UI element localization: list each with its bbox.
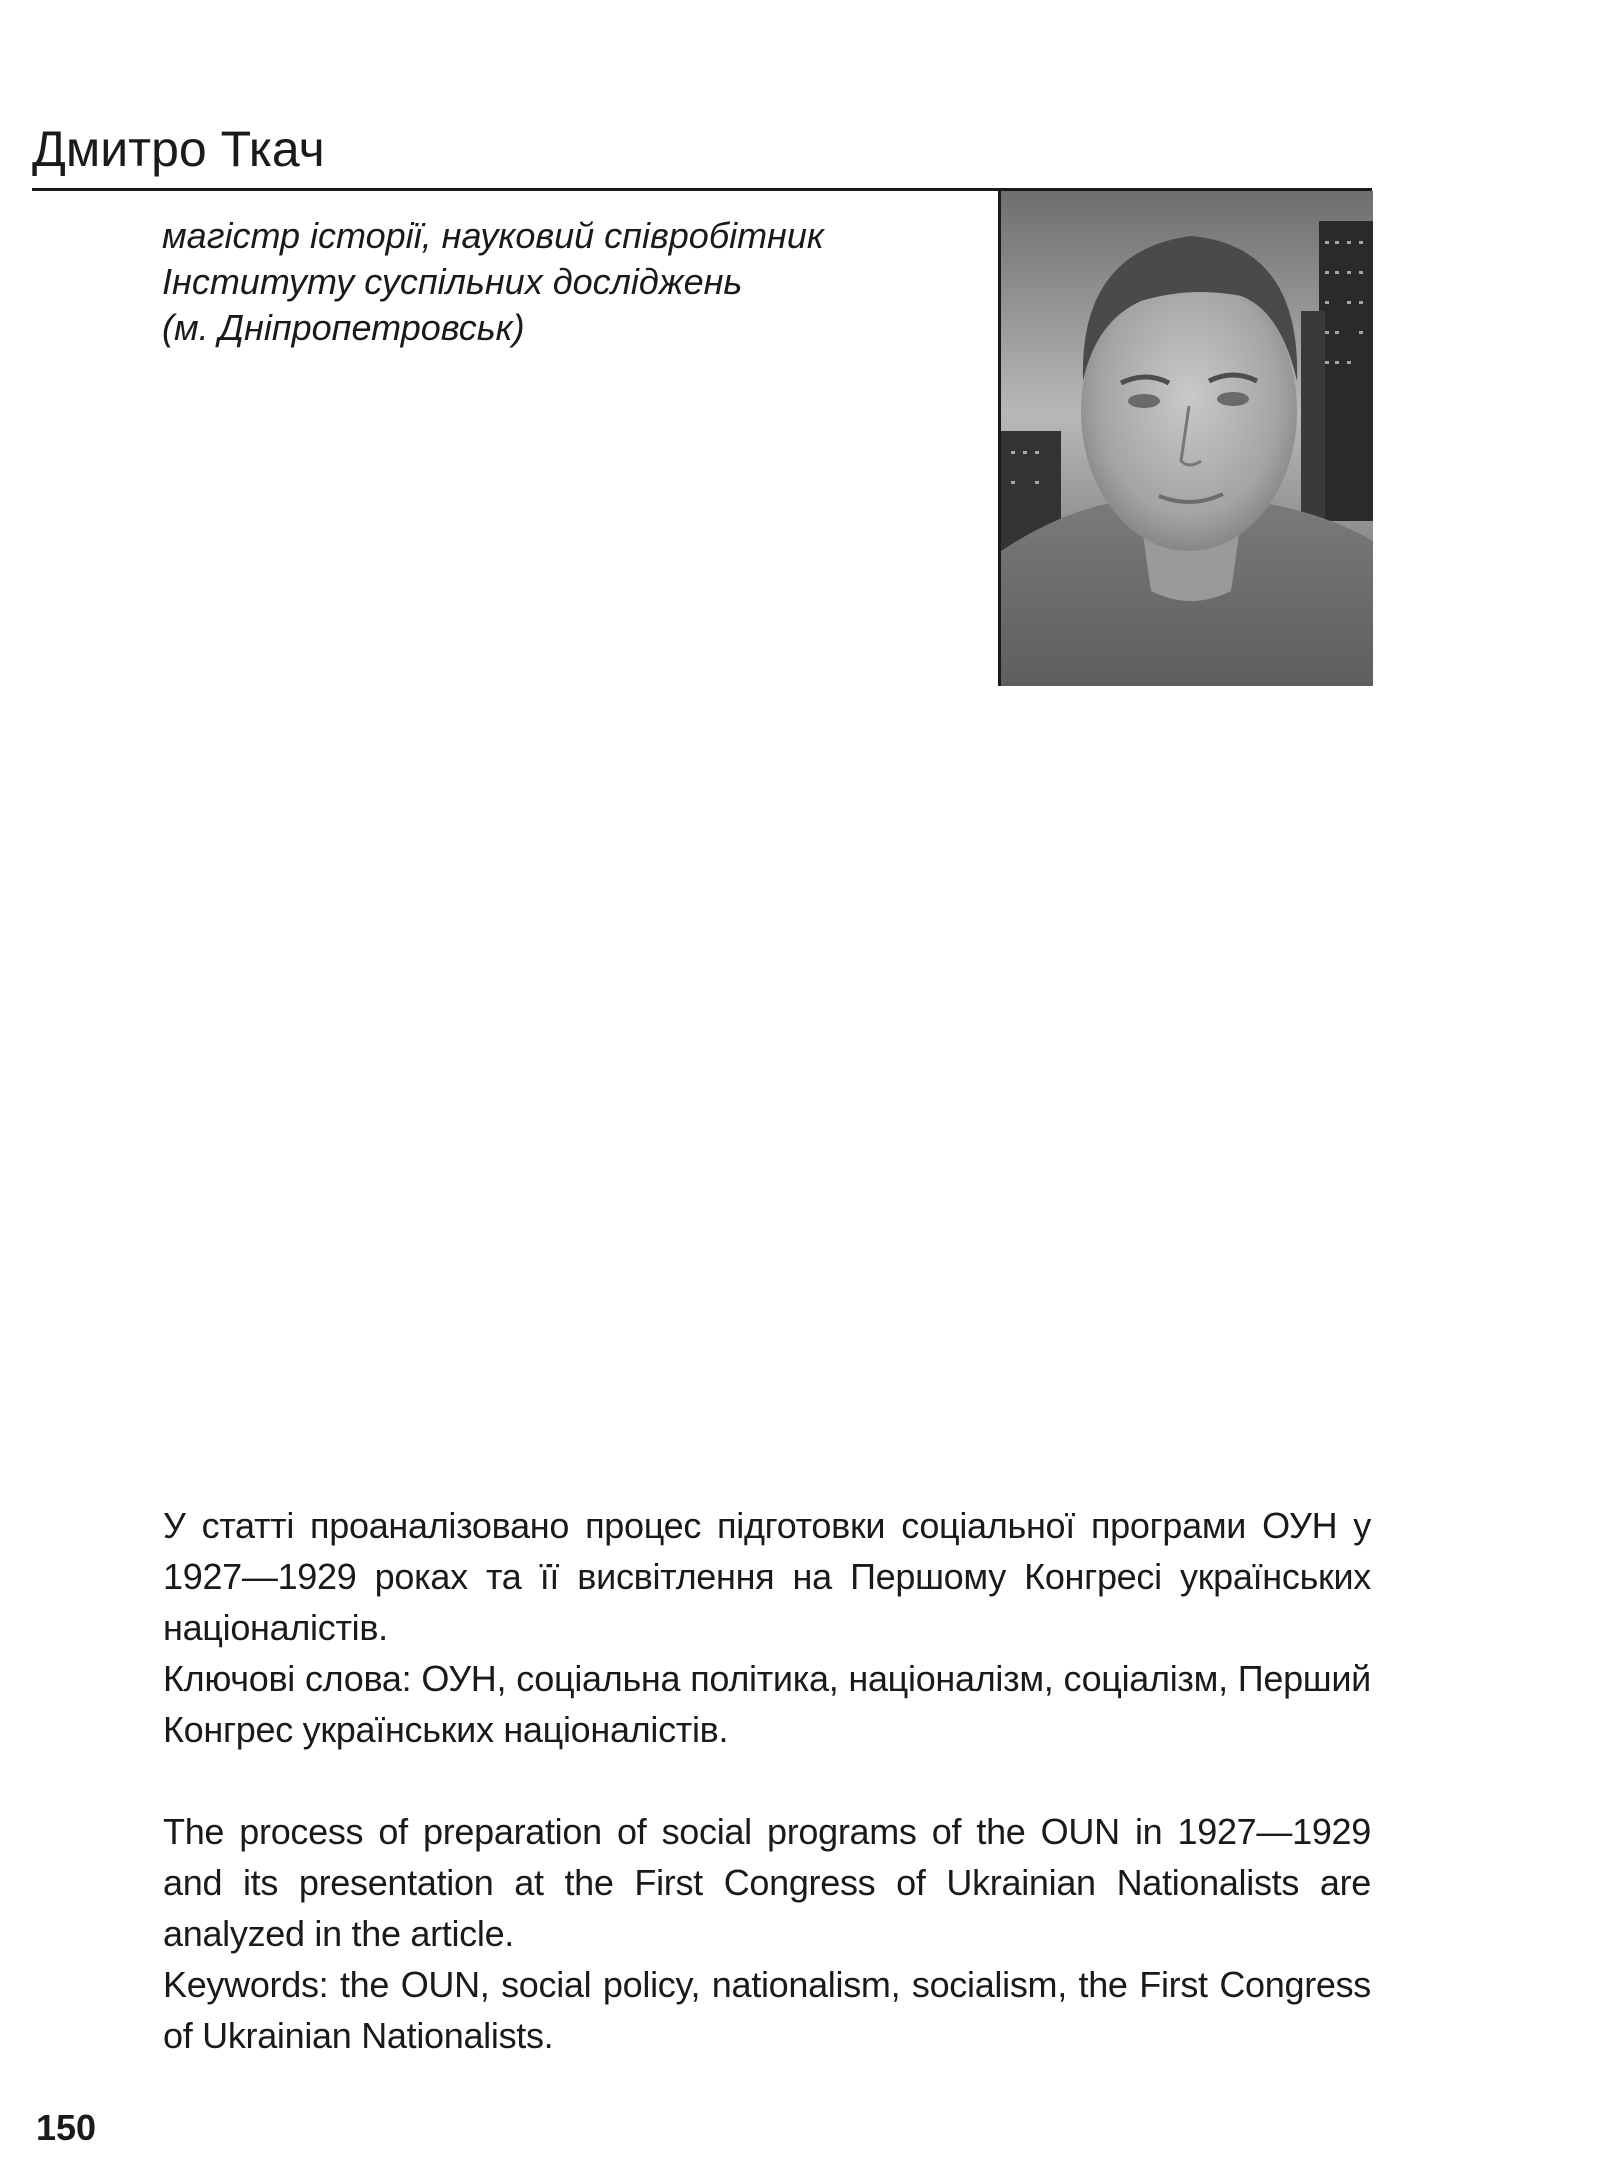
affiliation-line: магістр історії, науковий співробітник: [162, 215, 824, 256]
abstract-summary-ua: У статті проаналізовано процес підготовки соціальної програми ОУН у 1927—1929 роках та її висвітлення на Першому Конгресі українських націоналістів.: [163, 1505, 1371, 1648]
abstract-english: [163, 1806, 1371, 2061]
affiliation-line: (м. Дніпропетровськ): [162, 307, 525, 348]
keywords-ua: Ключові слова: ОУН, соціальна політика, націоналізм, соціалізм, Перший Конгрес українських націоналістів.: [163, 1658, 1371, 1750]
author-name: Дмитро Ткач: [32, 121, 325, 177]
page-number: 150: [36, 2107, 97, 2148]
keywords-en: Keywords: the OUN, social policy, nationalism, socialism, the First Congress of Ukrainian Nationalists.: [163, 1964, 1371, 2056]
author-portrait-photo: [998, 191, 1373, 686]
abstract-ukrainian: [163, 1500, 1371, 1755]
abstract-summary-en: The process of preparation of social programs of the OUN in 1927—1929 and its presentation at the First Congress of Ukrainian Nationalists are analyzed in the article.: [163, 1811, 1371, 1954]
affiliation-line: Інституту суспільних досліджень: [162, 261, 743, 302]
author-affiliation: [162, 213, 824, 351]
portrait-image: [1001, 191, 1373, 686]
